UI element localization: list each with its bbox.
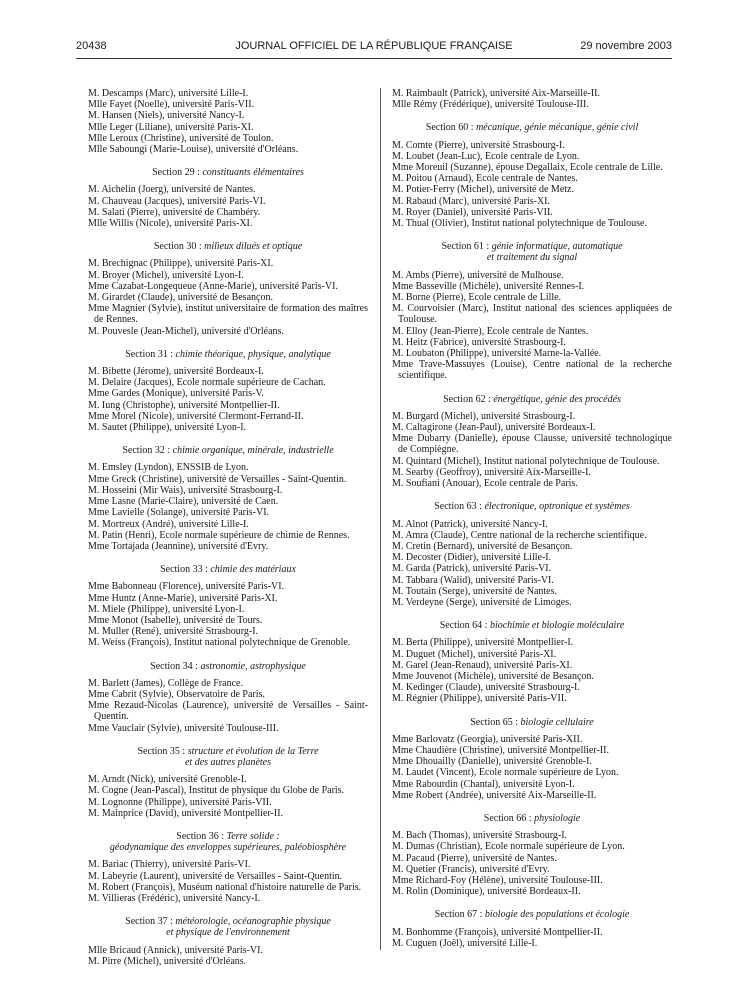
- member-entry: M. Mainprice (David), université Montpellier-II.: [88, 807, 284, 819]
- member-entry: M. Villieras (Frédéric), université Nancy-I.: [88, 892, 261, 904]
- member-entry: Mlle Bricaud (Annick), université Paris-VI.: [88, 944, 263, 956]
- member-entry: M. Thual (Olivier), Institut national polytechnique de Toulouse.: [392, 218, 647, 230]
- section-heading: [392, 241, 672, 263]
- member-entry: M. Garda (Patrick), université Paris-VI.: [392, 563, 552, 575]
- section-group: [88, 167, 368, 229]
- section-number: Section 32 :: [122, 445, 173, 457]
- member-entry: M. Royer (Daniel), université Paris-VII.: [392, 206, 553, 218]
- journal-title: JOURNAL OFFICIEL DE LA RÉPUBLIQUE FRANÇAISE: [235, 40, 513, 52]
- section-number: Section 36 :: [176, 830, 227, 842]
- section-group: [88, 445, 368, 552]
- section-number: Section 64 :: [439, 620, 490, 632]
- section-group: [392, 620, 672, 704]
- member-entry: M. Soufiani (Anouar), Ecole centrale de Paris.: [392, 478, 578, 490]
- section-heading: [88, 167, 368, 178]
- column-divider: [380, 88, 381, 950]
- member-entry: M. Loubaton (Philippe), université Marne-la-Vallée.: [392, 348, 602, 360]
- member-entry: M. Duguet (Michel), université Paris-XI.: [392, 648, 557, 660]
- section-group: [88, 349, 368, 433]
- section-number: Section 33 :: [160, 564, 211, 576]
- section-heading: [392, 394, 672, 405]
- member-entry: M. Comte (Pierre), université Strasbourg-I.: [392, 139, 565, 151]
- member-entry: Mme Trave-Massuyes (Louise), Centre national de la recherche scientifique.: [392, 359, 672, 382]
- member-entry: M. Descamps (Marc), université Lille-I.: [88, 88, 249, 99]
- member-entry: M. Burgard (Michel), université Strasbourg-I.: [392, 410, 576, 422]
- member-entry: M. Labeyrie (Laurent), université de Versailles - Saint-Quentin.: [88, 870, 343, 882]
- member-entry: M. Bibette (Jérome), université Bordeaux-I.: [88, 366, 264, 378]
- member-entry: M. Quetier (Francis), université d'Evry.: [392, 863, 550, 875]
- member-entry: Mme Babonneau (Florence), université Paris-VI.: [88, 581, 285, 593]
- member-entry: M. Tabbara (Walid), université Paris-VI.: [392, 574, 554, 586]
- section-title: chimie organique, minérale, industrielle: [172, 445, 334, 457]
- member-entry: M. Muller (René), université Strasbourg-I.: [88, 626, 259, 638]
- section-title: Terre solide :: [226, 830, 280, 842]
- member-entry: Mme Dhouailly (Danielle), université Grenoble-I.: [392, 756, 592, 768]
- member-entry: M. Brechignac (Philippe), université Paris-XI.: [88, 258, 274, 270]
- member-entry: M. Toutain (Serge), université de Nantes.: [392, 585, 558, 597]
- section-title: génie informatique, automatique: [491, 241, 623, 253]
- member-entry: M. Kedinger (Claude), université Strasbourg-I.: [392, 682, 580, 694]
- member-entry: M. Potier-Ferry (Michel), université de Metz.: [392, 184, 574, 196]
- member-entry: M. Sautet (Philippe), université Lyon-I.: [88, 422, 247, 434]
- section-number: Section 63 :: [434, 501, 485, 513]
- member-entry: M. Ambs (Pierre), université de Mulhouse.: [392, 269, 564, 281]
- right-column: [392, 88, 672, 949]
- member-entry: M. Pacaud (Pierre), université de Nantes.: [392, 852, 557, 864]
- member-entry: M. Caltagirone (Jean-Paul), université Bordeaux-I.: [392, 422, 596, 434]
- section-number: Section 66 :: [483, 812, 535, 824]
- member-entry: Mlle Willis (Nicole), université Paris-XI.: [88, 218, 253, 230]
- section-title-line2: et traitement du signal: [486, 252, 578, 264]
- section-number: Section 29 :: [152, 167, 203, 179]
- section-group: [88, 916, 368, 967]
- member-entry: Mme Tortajada (Jeannine), université d'Evry.: [88, 540, 269, 552]
- member-entry: M. Loubet (Jean-Luc), Ecole centrale de Lyon.: [392, 150, 580, 162]
- member-entry: M. Garel (Jean-Renaud), université Paris-XI.: [392, 659, 573, 671]
- member-entry: Mme Rezaud-Nicolas (Laurence), université de Versailles - Saint-Quentin.: [88, 700, 368, 723]
- member-entry: Mme Robert (Andrée), université Aix-Marseille-II.: [392, 789, 597, 801]
- member-entry: Mme Richard-Foy (Hélène), université Toulouse-III.: [392, 874, 603, 886]
- member-entry: M. Girardet (Claude), université de Besançon.: [88, 292, 273, 304]
- section-number: Section 60 :: [425, 122, 477, 134]
- section-heading: [392, 813, 672, 824]
- member-entry: Mme Chaudière (Christine), université Montpellier-II.: [392, 744, 609, 756]
- section-title: énergétique, génie des procédés: [493, 393, 621, 405]
- member-entry: M. Heitz (Fabrice), université Strasbourg-I.: [392, 336, 566, 348]
- section-number: Section 61 :: [441, 241, 492, 253]
- member-entry: M. Cuguen (Joël), université Lille-I.: [392, 937, 538, 949]
- member-entry: M. Lognonne (Philippe), université Paris-VII.: [88, 796, 272, 808]
- section-title: milieux dilués et optique: [204, 241, 303, 253]
- member-entry: M. Pirre (Michel), université d'Orléans.: [88, 955, 247, 967]
- member-entry: M. Decoster (Didier), université Lille-I.: [392, 552, 552, 564]
- section-number: Section 31 :: [125, 348, 176, 360]
- section-title-line2: géodynamique des enveloppes supérieures, paléobiosphère: [109, 842, 347, 854]
- member-entry: Mme Jouvenot (Michèle), université de Besançon.: [392, 670, 594, 682]
- section-title: biologie cellulaire: [520, 716, 594, 728]
- section-number: Section 34 :: [150, 660, 201, 672]
- member-entry: M. Barlett (James), Collège de France.: [88, 677, 243, 689]
- section-heading: [88, 445, 368, 456]
- member-entry: M. Iung (Christophe), université Montpellier-II.: [88, 399, 280, 411]
- section-number: Section 62 :: [443, 393, 494, 405]
- section-heading: [88, 746, 368, 768]
- member-entry: M. Pouvesle (Jean-Michel), université d'Orléans.: [88, 325, 284, 337]
- section-group: [392, 717, 672, 801]
- member-entry: Mlle Fayet (Noelle), université Paris-VII.: [88, 99, 255, 111]
- member-entry: M. Emsley (Lyndon), ENSSIB de Lyon.: [88, 462, 249, 474]
- member-entry: M. Berta (Philippe), université Montpellier-I.: [392, 637, 574, 649]
- section-group: [392, 813, 672, 897]
- member-entry: M. Salati (Pierre), université de Chambéry.: [88, 206, 261, 218]
- member-entry: M. Chauveau (Jacques), université Paris-VI.: [88, 195, 266, 207]
- member-entry: M. Bach (Thomas), université Strasbourg-I.: [392, 830, 568, 842]
- section-group: [88, 746, 368, 819]
- member-entry: Mme Greck (Christine), université de Versailles - Saint-Quentin.: [88, 473, 347, 485]
- member-entry: M. Rabaud (Marc), université Paris-XI.: [392, 195, 551, 207]
- member-entry: Mme Vauclair (Sylvie), université Toulouse-III.: [88, 722, 279, 734]
- member-entry: M. Bonhomme (François), université Montpellier-II.: [392, 926, 603, 938]
- member-entry: M. Miele (Philippe), université Lyon-I.: [88, 603, 245, 615]
- member-entry: M. Laudet (Vincent), Ecole normale supérieure de Lyon.: [392, 767, 619, 779]
- member-entry: Mlle Leger (Liliane), université Paris-XI.: [88, 121, 254, 133]
- section-title: chimie théorique, physique, analytique: [175, 348, 331, 360]
- section-group: [392, 88, 672, 110]
- member-entry: M. Hansen (Niels), université Nancy-I.: [88, 110, 245, 122]
- member-entry: Mme Monot (Isabelle), université de Tours.: [88, 614, 263, 626]
- member-entry: M. Poitou (Arnaud), Ecole centrale de Nantes.: [392, 173, 578, 185]
- member-entry: Mme Lavielle (Solange), université Paris-VI.: [88, 507, 270, 519]
- section-group: [392, 122, 672, 229]
- left-column: [88, 88, 368, 967]
- publication-date: 29 novembre 2003: [580, 40, 672, 52]
- section-title: météorologie, océanographie physique: [175, 916, 331, 928]
- member-entry: M. Hosseini (Mir Wais), université Strasbourg-I.: [88, 484, 283, 496]
- section-heading: [88, 831, 368, 853]
- member-entry: Mlle Leroux (Christine), université de Toulon.: [88, 132, 274, 144]
- member-entry: M. Patin (Henri), Ecole normale supérieure de chimie de Rennes.: [88, 529, 350, 541]
- member-entry: Mlle Rémy (Frédérique), université Toulouse-III.: [392, 99, 589, 111]
- section-group: [392, 501, 672, 608]
- member-entry: Mme Cazabat-Longequeue (Anne-Marie), université Paris-VI.: [88, 280, 338, 292]
- member-entry: M. Delaire (Jacques), Ecole normale supérieure de Cachan.: [88, 377, 326, 389]
- member-entry: M. Borne (Pierre), Ecole centrale de Lille.: [392, 292, 562, 304]
- section-number: Section 30 :: [153, 241, 205, 253]
- member-entry: Mme Huntz (Anne-Marie), université Paris-XI.: [88, 592, 278, 604]
- member-entry: Mme Cabrit (Sylvie), Observatoire de Paris.: [88, 688, 265, 700]
- member-entry: M. Weiss (François), Institut national polytechnique de Grenoble.: [88, 637, 351, 649]
- section-number: Section 67 :: [434, 909, 485, 921]
- section-title: biologie des populations et écologie: [484, 909, 630, 921]
- section-heading: [88, 241, 368, 252]
- member-entry: M. Cretin (Bernard), université de Besançon.: [392, 540, 573, 552]
- section-title: physiologie: [534, 812, 581, 824]
- member-entry: Mlle Saboungi (Marie-Louise), université d'Orléans.: [88, 144, 299, 156]
- member-entry: Mme Rabourdin (Chantal), université Lyon-I.: [392, 778, 575, 790]
- header-rule: [76, 58, 672, 59]
- member-entry: M. Dumas (Christian), Ecole normale supérieure de Lyon.: [392, 841, 625, 853]
- member-entry: Mme Dubarry (Danielle), épouse Clausse, université technologique de Compiègne.: [392, 433, 672, 456]
- member-entry: M. Rolin (Dominique), université Bordeaux-II.: [392, 886, 581, 898]
- member-entry: M. Verdeyne (Serge), université de Limoges.: [392, 596, 572, 608]
- member-entry: M. Quintard (Michel), Institut national polytechnique de Toulouse.: [392, 455, 660, 467]
- member-entry: M. Cogne (Jean-Pascal), Institut de physique du Globe de Paris.: [88, 785, 345, 797]
- section-group: [392, 394, 672, 490]
- section-group: [88, 564, 368, 648]
- member-entry: M. Mortreux (André), université Lille-I.: [88, 518, 249, 530]
- member-entry: Mme Morel (Nicole), université Clermont-Ferrand-II.: [88, 410, 304, 422]
- section-heading: [88, 349, 368, 360]
- member-entry: Mme Barlovatz (Georgia), université Paris-XII.: [392, 733, 583, 745]
- section-title-line2: et physique de l'environnement: [166, 927, 290, 939]
- member-entry: M. Bariac (Thierry), université Paris-VI.: [88, 859, 251, 871]
- member-entry: Mme Moreuil (Suzanne), épouse Degallaix, Ecole centrale de Lille.: [392, 162, 663, 174]
- section-title: structure et évolution de la Terre: [187, 745, 319, 757]
- member-entry: M. Raimbault (Patrick), université Aix-Marseille-II.: [392, 88, 601, 99]
- member-entry: M. Régnier (Philippe), université Paris-VII.: [392, 693, 567, 705]
- member-entry: M. Aichelin (Joerg), université de Nantes.: [88, 184, 256, 196]
- member-entry: M. Elloy (Jean-Pierre), Ecole centrale de Nantes.: [392, 325, 589, 337]
- member-entry: M. Arndt (Nick), université Grenoble-I.: [88, 774, 247, 786]
- section-group: [88, 831, 368, 904]
- section-heading: [392, 501, 672, 512]
- section-heading: [392, 909, 672, 920]
- section-number: Section 65 :: [470, 716, 521, 728]
- section-title-line2: et des autres planètes: [184, 756, 271, 768]
- section-heading: [392, 620, 672, 631]
- member-entry: M. Searby (Geoffroy), université Aix-Marseille-I.: [392, 466, 591, 478]
- member-entry: M. Broyer (Michel), université Lyon-I.: [88, 269, 244, 281]
- section-group: [88, 241, 368, 337]
- section-group: [88, 661, 368, 734]
- section-title: biochimie et biologie moléculaire: [489, 620, 625, 632]
- section-number: Section 37 :: [125, 916, 176, 928]
- member-entry: M. Amra (Claude), Centre national de la recherche scientifique.: [392, 529, 647, 541]
- member-entry: M. Courvoisier (Marc), Institut national des sciences appliquées de Toulouse.: [392, 303, 672, 326]
- section-group: [392, 241, 672, 381]
- section-number: Section 35 :: [137, 745, 188, 757]
- member-entry: M. Robert (François), Muséum national d'histoire naturelle de Paris.: [88, 881, 362, 893]
- page-header: [76, 40, 672, 56]
- section-heading: [88, 564, 368, 575]
- section-title: chimie des matériaux: [210, 564, 296, 576]
- section-title: astronomie, astrophysique: [200, 660, 306, 672]
- section-heading: [88, 916, 368, 938]
- section-title: constituants élémentaires: [202, 167, 304, 179]
- member-entry: Mme Gardes (Monique), université Paris-V.: [88, 388, 264, 400]
- member-entry: M. Alnot (Patrick), université Nancy-I.: [392, 518, 548, 530]
- section-heading: [392, 122, 672, 133]
- section-title: électronique, optronique et systèmes: [484, 501, 630, 513]
- section-group: [392, 909, 672, 949]
- section-heading: [392, 717, 672, 728]
- section-group: [88, 88, 368, 155]
- member-entry: Mme Lasne (Marie-Claire), université de Caen.: [88, 496, 279, 508]
- page-number: 20438: [76, 40, 107, 52]
- section-title: mécanique, génie mécanique, génie civil: [476, 122, 639, 134]
- member-entry: Mme Basseville (Michèle), université Rennes-I.: [392, 280, 585, 292]
- section-heading: [88, 661, 368, 672]
- member-entry: Mme Magnier (Sylvie), institut universitaire de formation des maîtres de Rennes.: [88, 303, 368, 326]
